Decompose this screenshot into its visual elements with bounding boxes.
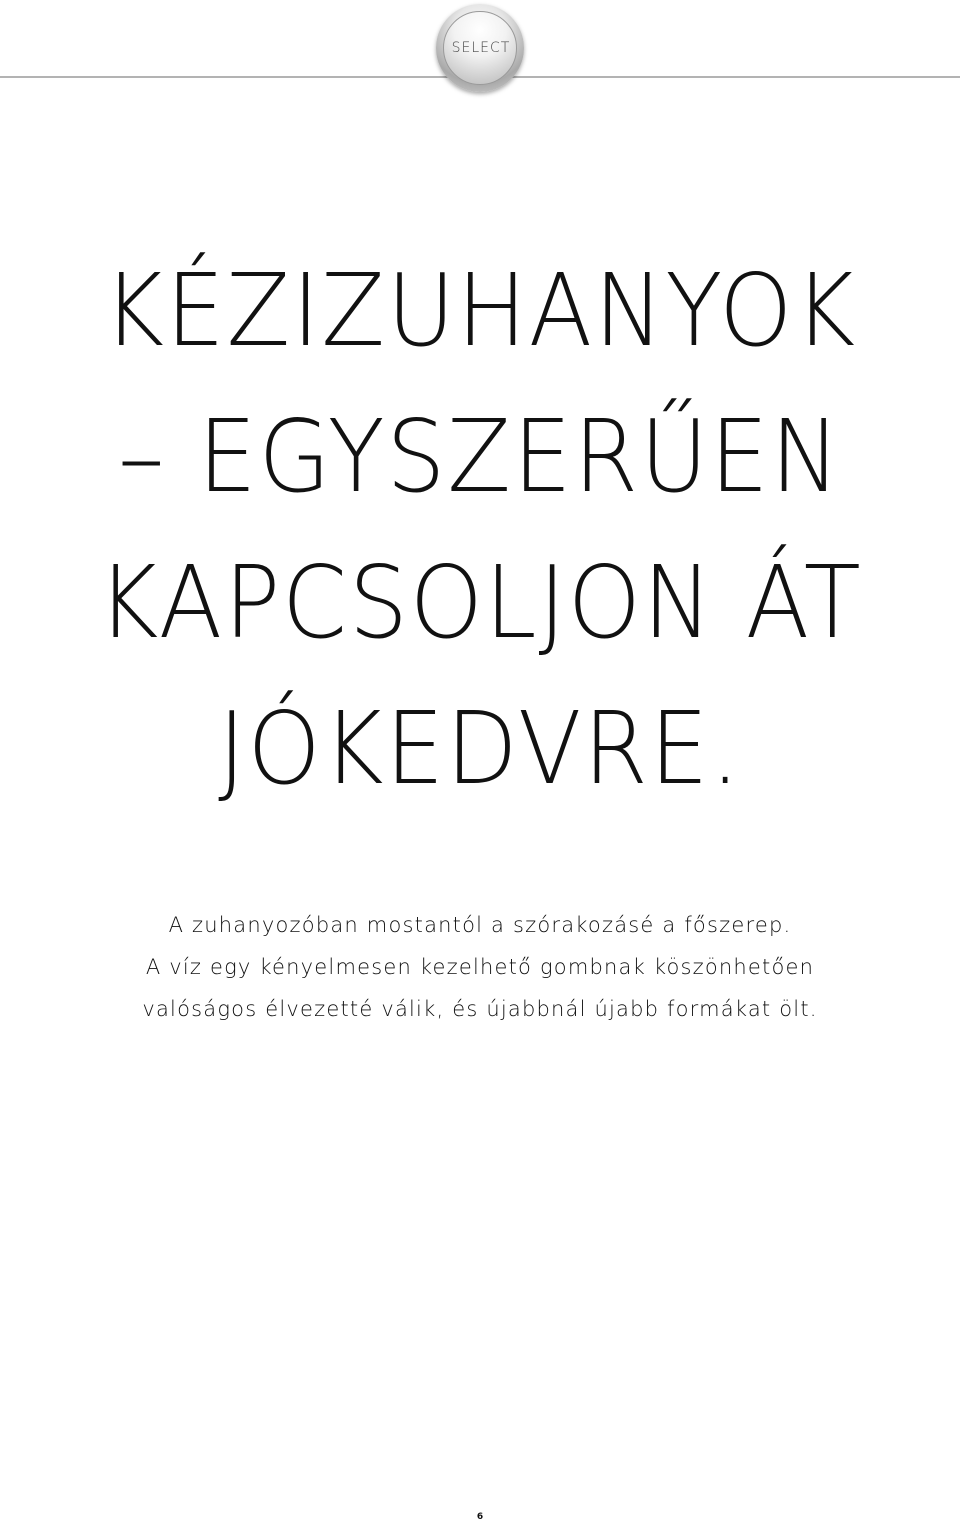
intro-line-2: A víz egy kényelmesen kezelhető gombnak köszönhetően [145, 955, 815, 979]
intro-paragraph [40, 904, 920, 1030]
headline-line-3: KAPCSOLJON ÁT [97, 544, 863, 661]
headline-line-2: – EGYSZERŰEN [118, 398, 842, 515]
intro-line-3: valóságos élvezetté válik, és újabbnál újabb formákat ölt. [142, 997, 818, 1021]
select-badge-logo [436, 4, 524, 92]
select-badge-label: SELECT [451, 40, 511, 56]
page-number: 6 [476, 1512, 484, 1522]
intro-line-1: A zuhanyozóban mostantól a szórakozásé a főszerep. [168, 913, 792, 937]
select-badge-face [443, 11, 517, 85]
headline-line-1: KÉZIZUHANYOK [102, 252, 858, 369]
headline-line-4: JÓKEDVRE. [218, 690, 742, 807]
page-headline [34, 238, 927, 822]
